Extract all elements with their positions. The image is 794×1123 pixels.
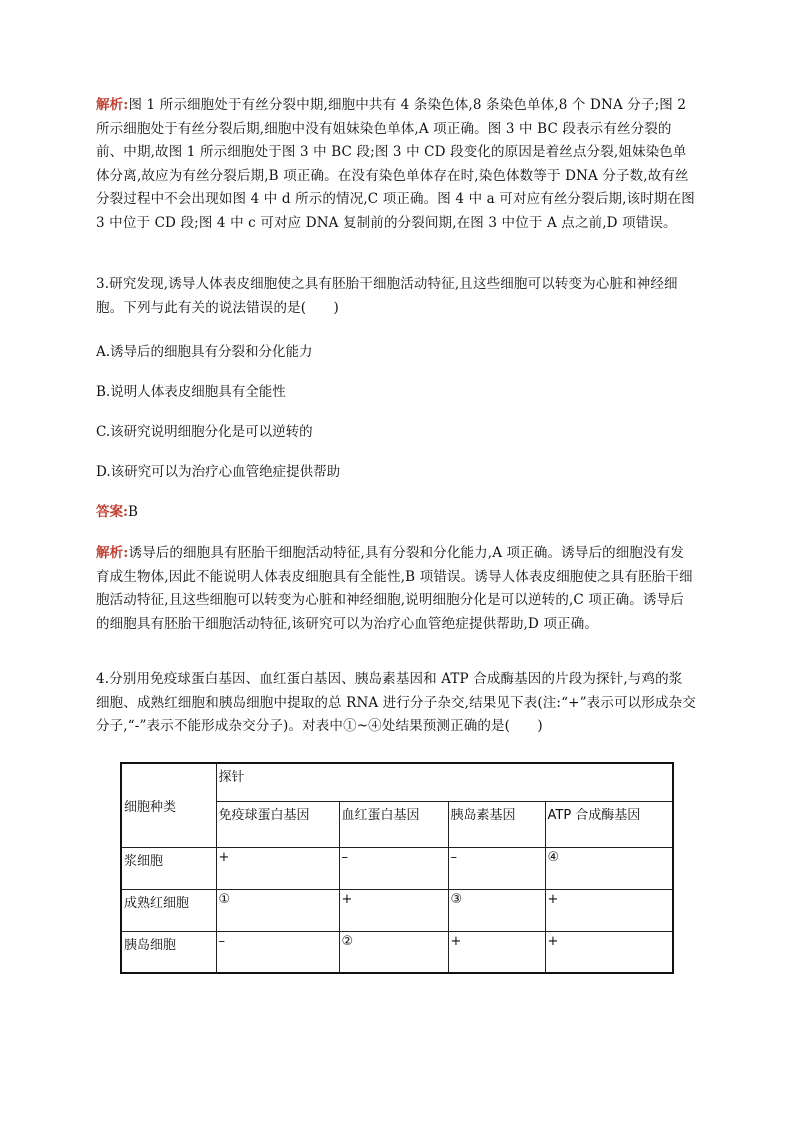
row-header: 成熟红细胞	[121, 889, 216, 931]
probe-header-label: 探针	[218, 770, 245, 785]
table-row	[121, 889, 673, 931]
table-cell: –	[339, 847, 448, 889]
table-cell: ④	[545, 847, 673, 889]
table-cell: ①	[216, 889, 339, 931]
table-cell: +	[448, 931, 545, 973]
explanation-label: 解析:	[96, 545, 129, 561]
corner-label: 细胞种类	[124, 799, 177, 815]
option-c: C.该研究说明细胞分化是可以逆转的	[96, 424, 313, 440]
answer-label: 答案:	[96, 504, 128, 520]
table-cell: +	[545, 889, 673, 931]
hybridization-table	[120, 762, 674, 974]
explanation-label: 解析:	[96, 97, 129, 113]
table-cell: –	[448, 847, 545, 889]
explanation-text: 诱导后的细胞具有胚胎干细胞活动特征,具有分裂和分化能力,A 项正确。诱导后的细胞没有发育成生物体,因此不能说明人体表皮细胞具有全能性,B 项错误。诱导人体表皮细胞使之具有胚胎干细胞活动特征,且这些细胞可以转变为心脏和神经细胞,说明细胞分化是可以逆转的,C 项正确。诱导后的细胞具有胚胎干细胞活动特征,该研究可以为治疗心血管绝症提供帮助,D 项正确。	[96, 545, 693, 632]
question-4-stem: 4.分别用免疫球蛋白基因、血红蛋白基因、胰岛素基因和 ATP 合成酶基因的片段为探针,与鸡的浆细胞、成熟红细胞和胰岛细胞中提取的总 RNA 进行分子杂交,结果见下表(注:“+”表示可以形成杂交分子,“-”表示不能形成杂交分子)。对表中①~④处结果预测正确的是( )	[96, 671, 696, 734]
explanation-paragraph-1	[96, 94, 696, 235]
option-a: A.诱导后的细胞具有分裂和分化能力	[96, 344, 313, 360]
column-header: 免疫球蛋白基因	[216, 801, 339, 847]
table-cell: ③	[448, 889, 545, 931]
column-header: 血红蛋白基因	[339, 801, 448, 847]
probe-header-cell	[216, 763, 673, 801]
column-header: ATP 合成酶基因	[545, 801, 673, 847]
answer-value: B	[127, 504, 138, 520]
table-cell: +	[216, 847, 339, 889]
table-row	[121, 847, 673, 889]
table-cell: ②	[339, 931, 448, 973]
option-b: B.说明人体表皮细胞具有全能性	[96, 384, 286, 400]
option-d: D.该研究可以为治疗心血管绝症提供帮助	[96, 464, 341, 480]
table-corner-cell	[121, 763, 216, 847]
column-header: 胰岛素基因	[448, 801, 545, 847]
table-cell: +	[339, 889, 448, 931]
row-header: 胰岛细胞	[121, 931, 216, 973]
question-3-stem: 3.研究发现,诱导人体表皮细胞使之具有胚胎干细胞活动特征,且这些细胞可以转变为心脏和神经细胞。下列与此有关的说法错误的是( )	[96, 276, 678, 316]
explanation-paragraph-2	[96, 542, 696, 636]
answer-line	[96, 502, 138, 522]
table-cell: –	[216, 931, 339, 973]
explanation-text: 图 1 所示细胞处于有丝分裂中期,细胞中共有 4 条染色体,8 条染色单体,8 个 DNA 分子;图 2 所示细胞处于有丝分裂后期,细胞中没有姐妹染色单体,A 项正确。图 3 中 BC 段表示有丝分裂的前、中期,故图 1 所示细胞处于图 3 中 BC 段;图 3 中 CD 段变化的原因是着丝点分裂,姐妹染色单体分离,故应为有丝分裂后期,B 项正确。在没有染色单体存在时,染色体数等于 DNA 分子数,故有丝分裂过程中不会出现如图 4 中 d 所示的情况,C 项正确。图 4 中 a 可对应有丝分裂后期,该时期在图 3 中位于 CD 段;图 4 中 c 可对应 DNA 复制前的分裂间期,在图 3 中位于 A 点之前,D 项错误。	[96, 97, 695, 231]
table-cell: +	[545, 931, 673, 973]
row-header: 浆细胞	[121, 847, 216, 889]
table-row	[121, 931, 673, 973]
